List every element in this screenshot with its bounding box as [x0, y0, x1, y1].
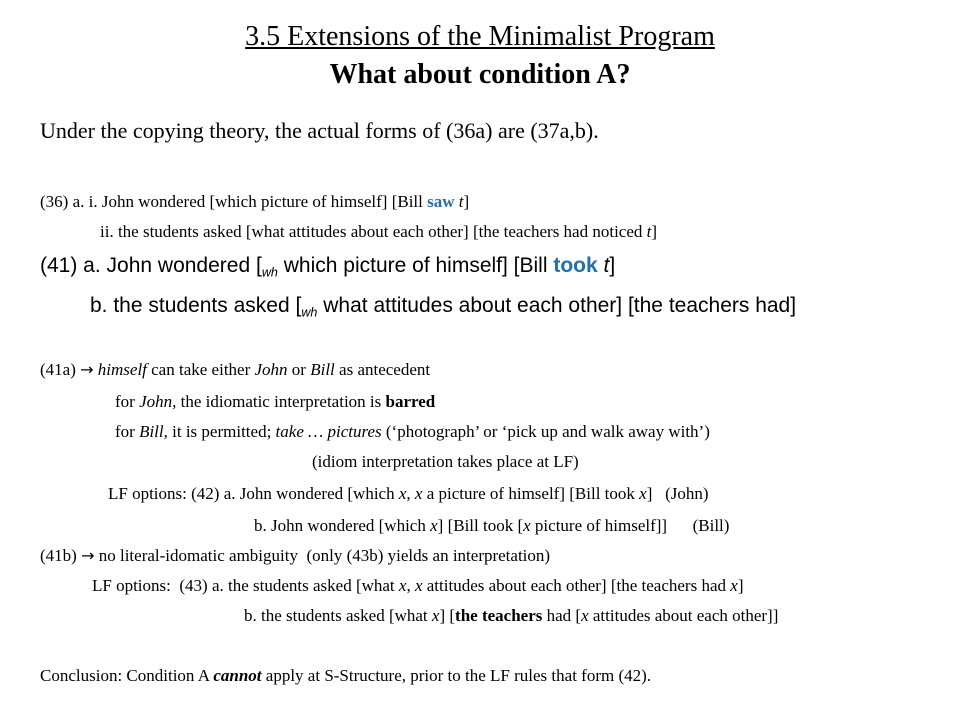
note-41b: (41b) → no literal-idomatic ambiguity (only (43b) yields an interpretation)	[40, 546, 551, 565]
lf-options-42-b: b. John wondered [which x] [Bill took [x picture of himself]] (Bill)	[254, 516, 730, 535]
example-36-a-ii: ii. the students asked [what attitudes about each other] [the teachers had noticed t]	[100, 222, 658, 241]
right-arrow-icon: →	[80, 360, 94, 379]
verb-saw: saw	[427, 192, 455, 211]
example-41-b: b. the students asked [$_{wh}$ what attitudes about each other] [the teachers had]	[90, 294, 797, 320]
verb-took: took	[553, 254, 598, 277]
note-41a: (41a) → himself can take either John or Bill as antecedent	[40, 360, 431, 379]
example-41-a: (41) a. John wondered [$_{wh}$ which picture of himself] [Bill took t]	[40, 254, 616, 280]
intro-text: Under the copying theory, the actual forms of (36a) are (37a,b).	[40, 118, 599, 143]
lf-options-42-a: LF options: (42) a. John wondered [which x, x a picture of himself] [Bill took x] (John)	[108, 484, 709, 503]
note-john: for John, the idiomatic interpretation is barred	[115, 392, 436, 411]
right-arrow-icon: →	[81, 546, 95, 565]
example-36-a-i: (36) a. i. John wondered [which picture of himself] [Bill saw t]	[40, 192, 470, 211]
slide-title: 3.5 Extensions of the Minimalist Program	[245, 21, 715, 52]
note-idiom-lf: (idiom interpretation takes place at LF)	[312, 452, 579, 471]
lf-options-43-b: b. the students asked [what x] [the teachers had [x attitudes about each other]]	[244, 606, 779, 625]
note-bill: for Bill, it is permitted; take … pictures (‘photograph’ or ‘pick up and walk away with’)	[115, 422, 710, 441]
slide-subtitle: What about condition A?	[329, 59, 631, 90]
conclusion: Conclusion: Condition A cannot apply at S-Structure, prior to the LF rules that form (42).	[40, 666, 652, 685]
lf-options-43-a: LF options: (43) a. the students asked [what x, x attitudes about each other] [the teachers had x]	[92, 576, 744, 595]
